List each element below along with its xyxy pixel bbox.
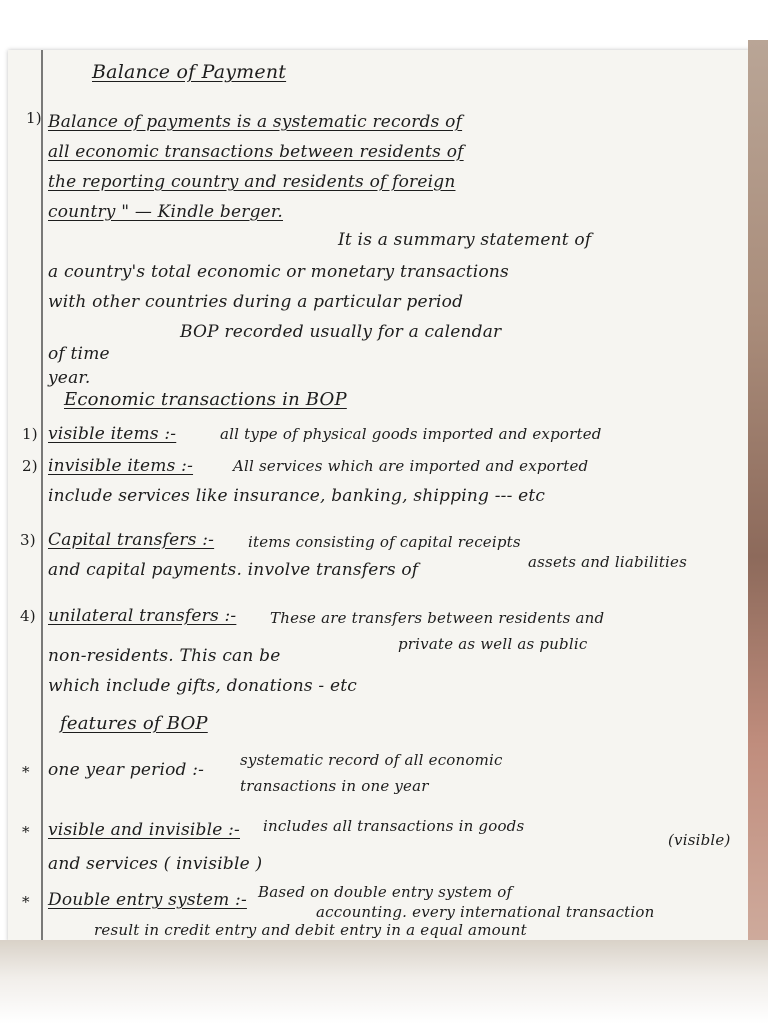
transaction-term-4: unilateral transfers :-	[48, 606, 237, 626]
transaction-text-4c: non-residents. This can be	[48, 646, 281, 666]
feature-term-3: Double entry system :-	[48, 890, 247, 910]
feature-text-3b: accounting. every international transaction	[316, 903, 655, 921]
transaction-text-3b: assets and liabilities	[528, 553, 688, 571]
summary-line-4: BOP recorded usually for a calendar	[180, 322, 502, 342]
summary-line-2: a country's total economic or monetary transactions	[48, 262, 509, 282]
transaction-term-3: Capital transfers :-	[48, 530, 215, 550]
definition-line-4: country " — Kindle berger.	[48, 202, 283, 222]
feature-text-1b: transactions in one year	[240, 777, 429, 795]
transaction-number-1: 1)	[22, 425, 38, 443]
feature-text-3c: result in credit entry and debit entry in a equal amount	[94, 921, 527, 939]
features-heading: features of BOP	[60, 713, 208, 734]
notebook-paper	[8, 50, 750, 942]
page-title: Balance of Payment	[92, 61, 287, 83]
transactions-heading: Economic transactions in BOP	[64, 389, 347, 410]
feature-term-1: one year period :-	[48, 760, 205, 780]
transaction-term-2: invisible items :-	[48, 456, 194, 476]
transaction-number-3: 3)	[20, 531, 36, 549]
transaction-text-4d: which include gifts, donations - etc	[48, 676, 357, 696]
feature-text-1a: systematic record of all economic	[240, 751, 503, 769]
feature-term-2: visible and invisible :-	[48, 820, 240, 840]
definition-line-3: the reporting country and residents of foreign	[48, 172, 456, 192]
feature-text-3a: Based on double entry system of	[258, 883, 513, 901]
feature-bullet-3: *	[22, 893, 30, 911]
definition-number: 1)	[26, 109, 42, 127]
feature-text-2c: and services ( invisible )	[48, 854, 263, 874]
definition-line-1: Balance of payments is a systematic records of	[48, 112, 463, 132]
transaction-text-4a: These are transfers between residents and	[270, 609, 605, 627]
transaction-text-3c: and capital payments. involve transfers of	[48, 560, 419, 580]
summary-line-5: of time	[48, 344, 110, 364]
background-right-edge	[748, 40, 768, 980]
summary-line-6: year.	[48, 368, 91, 388]
summary-line-3: with other countries during a particular period	[48, 292, 464, 312]
summary-line-1: It is a summary statement of	[338, 230, 592, 250]
transaction-text-4b: private as well as public	[398, 635, 588, 653]
transaction-term-1: visible items :-	[48, 424, 177, 444]
feature-bullet-2: *	[22, 823, 30, 841]
feature-text-2a: includes all transactions in goods	[263, 817, 525, 835]
transaction-text-2a: All services which are imported and exported	[233, 457, 589, 475]
margin-line	[41, 50, 43, 942]
feature-text-2b: (visible)	[668, 831, 731, 849]
transaction-text-3a: items consisting of capital receipts	[248, 533, 521, 551]
background-bottom	[0, 940, 768, 1024]
definition-line-2: all economic transactions between residents of	[48, 142, 464, 162]
transaction-number-2: 2)	[22, 457, 38, 475]
transaction-number-4: 4)	[20, 607, 36, 625]
transaction-text-2b: include services like insurance, banking, shipping --- etc	[48, 486, 546, 506]
feature-bullet-1: *	[22, 763, 30, 781]
background-top	[0, 0, 768, 50]
transaction-text-1: all type of physical goods imported and exported	[220, 425, 602, 443]
